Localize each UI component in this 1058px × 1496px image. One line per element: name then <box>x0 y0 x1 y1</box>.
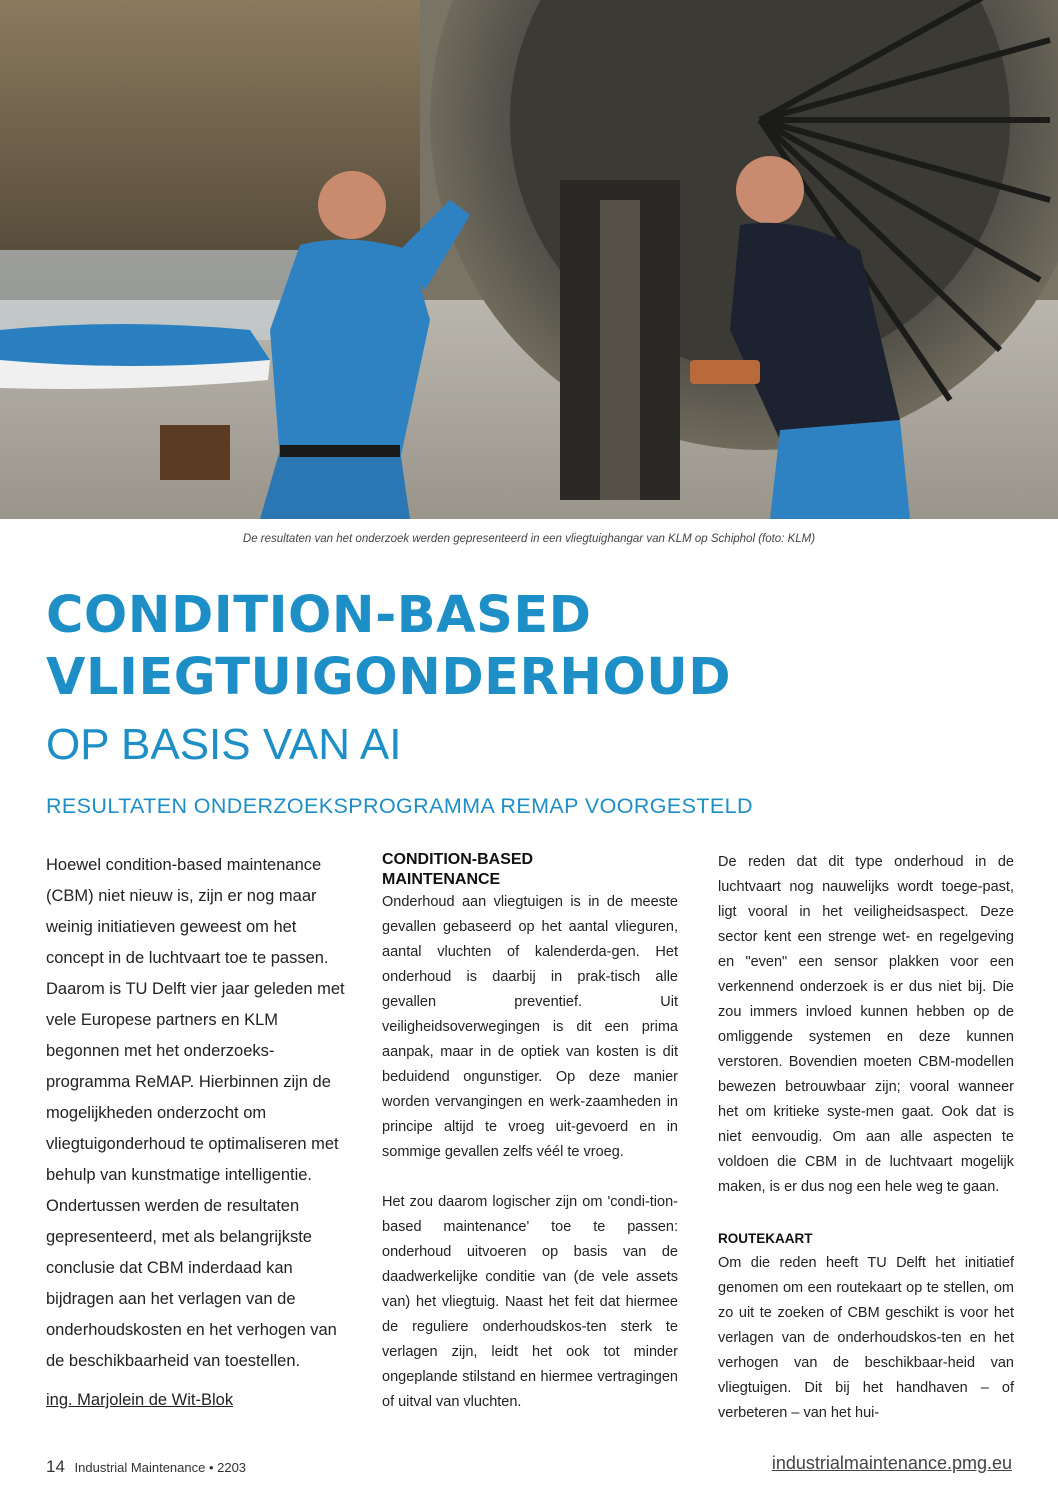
author-byline: ing. Marjolein de Wit-Blok <box>46 1391 234 1409</box>
article-subtitle: OP BASIS VAN AI <box>46 720 402 769</box>
hero-photo <box>0 0 1058 519</box>
article-title <box>46 585 731 709</box>
column-3 <box>718 850 1014 1426</box>
title-line-1: CONDITION-BASED <box>46 586 592 645</box>
page-number: 14 <box>46 1457 65 1476</box>
column-2 <box>382 850 678 1415</box>
lead-heading: RESULTATEN ONDERZOEKSPROGRAMMA REMAP VOORGESTELD <box>46 794 753 818</box>
col2-paragraph-2: Het zou daarom logischer zijn om 'condi-tion-based maintenance' toe te passen: onderhoud uitvoeren op basis van de daadwerkelijke conditie van (de vele assets van) het vliegtuig. Naast het feit dat hiermee de reguliere onderhoudskos-ten sterk te verlagen zijn, leidt het ook tot minder ongeplande stilstand en hiermee vertragingen of uitval van vluchten. <box>382 1194 678 1410</box>
publication-name: Industrial Maintenance • 2203 <box>74 1460 247 1475</box>
col2-paragraph-1: Onderhoud aan vliegtuigen is in de meeste gevallen gebaseerd op het aantal vlieguren, aantal vluchten of kalenderda-gen. Het onderhoud is daarbij in prak-tisch alle gevallen preventief. Uit veiligheidsoverwegingen is dit een prima aanpak, maar in de optiek van kosten is dit beduidend ongunstiger. Op deze manier worden vervangingen en werk-zaamheden in principe altijd te vroeg uit-gevoerd en in sommige gevallen zelfs véél te vroeg. <box>382 894 678 1160</box>
col3-paragraph-1: De reden dat dit type onderhoud in de luchtvaart nog nauwelijks wordt toege-past, ligt vooral in het veiligheidsaspect. Deze sector kent een strenge wet- en regelgeving en "even" een sensor plakken voor een verkennend onderzoek is er dus niet bij. Die zou immers invloed kunnen hebben op de omliggende systemen en deze kunnen verstoren. Bovendien moeten CBM-modellen bewezen betrouwbaar zijn; vooral wanneer het om kritieke syste-men gaat. Ook dat is niet eenvoudig. Om aan alle aspecten te voldoen die CBM in de luchtvaart mogelijk maken, is er dus nog een hele weg te gaan. <box>718 854 1014 1195</box>
title-line-2: VLIEGTUIGONDERHOUD <box>46 648 732 707</box>
photo-caption: De resultaten van het onderzoek werden gepresenteerd in een vliegtuighangar van KLM op Schiphol (foto: KLM) <box>242 533 816 545</box>
footer-url-link[interactable]: industrialmaintenance.pmg.eu <box>771 1453 1012 1473</box>
hangar-engine-photo <box>0 0 1058 519</box>
col3-paragraph-2: Om die reden heeft TU Delft het initiatief genomen om een routekaart op te stellen, om zo uit te zoeken of CBM geschikt is voor het verlagen van de onderhoudskos-ten en het verhogen van de beschikbaar-heid van vliegtuigen. Dit bij het handhaven – of verbeteren – van het hui- <box>718 1255 1014 1421</box>
column-intro <box>46 850 346 1410</box>
section-heading-cbm: CONDITION-BASED MAINTENANCE <box>382 851 534 888</box>
intro-paragraph: Hoewel condition-based maintenance (CBM) niet nieuw is, zijn er nog maar weinig initiatieven geweest om het concept in de luchtvaart toe te passen. Daarom is TU Delft vier jaar geleden met vele Europese partners en KLM begonnen met het onderzoeks-programma ReMAP. Hierbinnen zijn de mogelijkheden onderzocht om vliegtuigonderhoud te optimaliseren met behulp van kunstmatige intelligentie. Ondertussen werden de resultaten gepresenteerd, met als belangrijkste conclusie dat CBM inderdaad kan bijdragen aan het verlagen van de onderhoudskosten en het verhogen van de beschikbaarheid van toestellen. <box>46 856 345 1370</box>
footer-publication <box>46 1457 246 1477</box>
section-heading-routekaart: ROUTEKAART <box>718 1231 813 1246</box>
